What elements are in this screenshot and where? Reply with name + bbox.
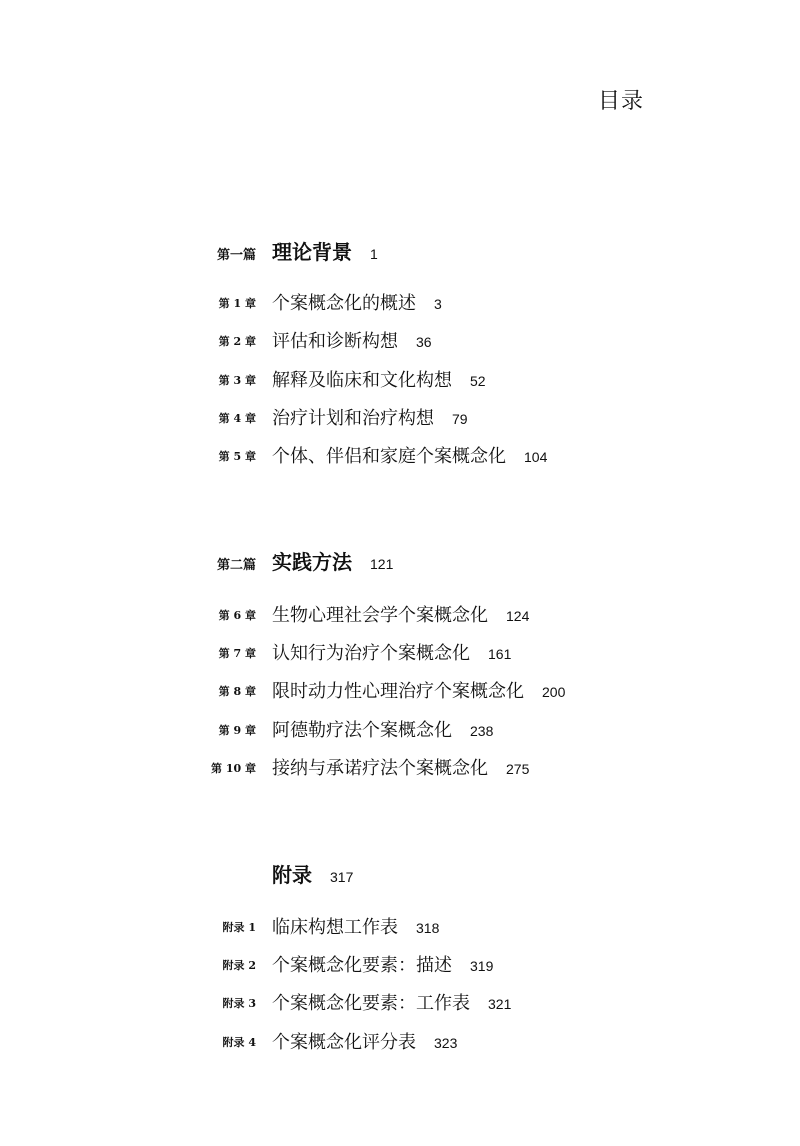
- part-title: [272, 859, 353, 888]
- chapter-label: 第 2 章: [218, 335, 256, 348]
- part-title-text: 实践方法: [272, 550, 352, 574]
- chapter-title: [272, 404, 468, 430]
- page-title: 目录: [598, 89, 645, 114]
- toc-entry: [0, 677, 800, 703]
- appendix-page-number: 318: [416, 920, 440, 936]
- part-title-text: 理论背景: [272, 240, 352, 264]
- chapter-title-text: 个体、伴侣和家庭个案概念化: [272, 446, 506, 467]
- part-heading: [0, 236, 800, 266]
- toc-entry: [0, 327, 800, 353]
- appendix-page-number: 319: [470, 958, 494, 974]
- chapter-label: 第 3 章: [218, 374, 256, 387]
- part-title: [272, 236, 378, 265]
- chapter-title-text: 治疗计划和治疗构想: [272, 408, 434, 429]
- chapter-label: 第 8 章: [218, 685, 256, 698]
- chapter-label: 第 1 章: [218, 297, 256, 310]
- chapter-title-text: 解释及临床和文化构想: [272, 370, 452, 391]
- chapter-title-text: 个案概念化的概述: [272, 293, 416, 314]
- chapter-title: [272, 601, 529, 627]
- chapter-label: 第 10 章: [211, 762, 256, 775]
- toc-entry: [0, 366, 800, 392]
- toc-entry: [0, 913, 800, 939]
- appendix-title-text: 个案概念化要素：工作表: [272, 993, 470, 1014]
- chapter-title-text: 认知行为治疗个案概念化: [272, 643, 470, 664]
- chapter-title-text: 限时动力性心理治疗个案概念化: [272, 681, 524, 702]
- part-heading: [0, 546, 800, 576]
- chapter-page-number: 79: [452, 411, 468, 427]
- chapter-page-number: 161: [488, 646, 512, 662]
- toc-entry: [0, 601, 800, 627]
- toc-entry: [0, 404, 800, 430]
- part-label: 第一篇: [216, 248, 256, 263]
- part-label: 第二篇: [216, 558, 256, 573]
- appendix-title: [272, 913, 439, 939]
- appendix-page-number: 321: [488, 996, 512, 1012]
- chapter-label: 第 9 章: [218, 724, 256, 737]
- chapter-title: [272, 366, 486, 392]
- toc-entry: [0, 989, 800, 1015]
- chapter-label: 第 4 章: [218, 412, 256, 425]
- part-page-number: 317: [330, 869, 354, 885]
- chapter-page-number: 3: [434, 296, 442, 312]
- part-page-number: 1: [370, 246, 378, 262]
- chapter-page-number: 104: [524, 449, 548, 465]
- chapter-page-number: 275: [506, 761, 530, 777]
- toc-entry: [0, 442, 800, 468]
- chapter-title-text: 评估和诊断构想: [272, 331, 398, 352]
- chapter-title: [272, 639, 511, 665]
- chapter-title: [272, 289, 442, 315]
- chapter-label: 第 6 章: [218, 609, 256, 622]
- chapter-title: [272, 716, 493, 742]
- appendix-label: 附录 4: [222, 1036, 256, 1049]
- chapter-label: 第 5 章: [218, 450, 256, 463]
- toc-entry: [0, 639, 800, 665]
- appendix-title-text: 个案概念化要素：描述: [272, 955, 452, 976]
- chapter-page-number: 124: [506, 608, 530, 624]
- chapter-title: [272, 754, 529, 780]
- toc-entry: [0, 716, 800, 742]
- chapter-label: 第 7 章: [218, 647, 256, 660]
- chapter-title-text: 接纳与承诺疗法个案概念化: [272, 758, 488, 779]
- appendix-title: [272, 989, 511, 1015]
- appendix-label: 附录 1: [222, 921, 256, 934]
- chapter-title: [272, 442, 547, 468]
- chapter-title-text: 生物心理社会学个案概念化: [272, 605, 488, 626]
- part-title: [272, 546, 393, 575]
- toc-entry: [0, 289, 800, 315]
- toc-entry: [0, 951, 800, 977]
- appendix-page-number: 323: [434, 1035, 458, 1051]
- chapter-page-number: 200: [542, 684, 566, 700]
- part-page-number: 121: [370, 556, 394, 572]
- toc-entry: [0, 1028, 800, 1054]
- appendix-title: [272, 951, 493, 977]
- chapter-title: [272, 677, 565, 703]
- appendix-title: [272, 1028, 457, 1054]
- appendix-label: 附录 3: [222, 997, 256, 1010]
- appendix-label: 附录 2: [222, 959, 256, 972]
- appendix-title-text: 个案概念化评分表: [272, 1032, 416, 1053]
- chapter-page-number: 36: [416, 334, 432, 350]
- part-title-text: 附录: [272, 863, 312, 887]
- chapter-page-number: 238: [470, 723, 494, 739]
- chapter-title: [272, 327, 432, 353]
- toc-entry: [0, 754, 800, 780]
- part-heading: [0, 859, 800, 889]
- chapter-title-text: 阿德勒疗法个案概念化: [272, 720, 452, 741]
- chapter-page-number: 52: [470, 373, 486, 389]
- appendix-title-text: 临床构想工作表: [272, 917, 398, 938]
